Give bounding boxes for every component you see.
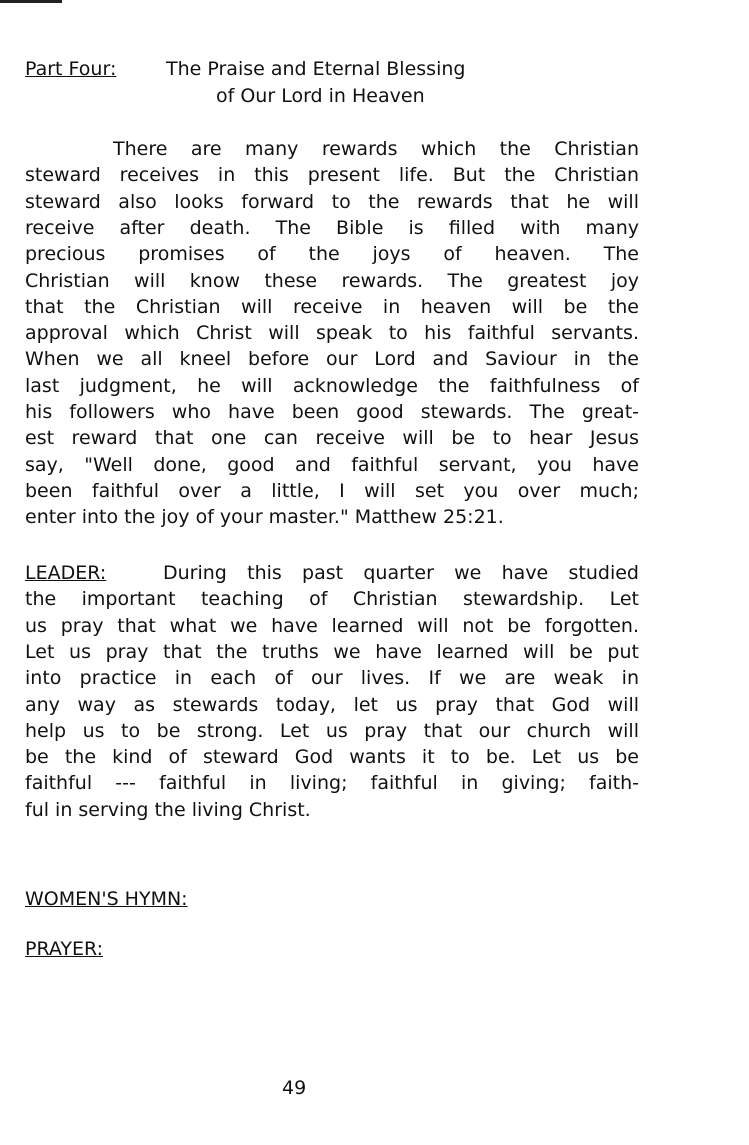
text-line: est reward that one can receive will be to hear Jesus bbox=[25, 427, 639, 450]
page-number: 49 bbox=[282, 1077, 307, 1099]
text-line: help us to be strong. Let us pray that our church will bbox=[25, 719, 639, 742]
part-title-line-2: of Our Lord in Heaven bbox=[216, 85, 425, 107]
text-line: precious promises of the joys of heaven. The bbox=[25, 243, 639, 266]
text-line: Christian will know these rewards. The greatest joy bbox=[25, 269, 639, 292]
text-line: ful in serving the living Christ. bbox=[25, 798, 311, 821]
part-title-line-1: The Praise and Eternal Blessing bbox=[166, 58, 466, 80]
womens-hymn-label: WOMEN'S HYMN: bbox=[25, 888, 188, 910]
text-line: Let us pray that the truths we have learned will be put bbox=[25, 640, 639, 663]
text-line: be the kind of steward God wants it to be. Let us be bbox=[25, 746, 639, 769]
text-line: faithful --- faithful in living; faithful in giving; faith- bbox=[25, 772, 639, 795]
prayer-label: PRAYER: bbox=[25, 938, 104, 960]
text-line: the important teaching of Christian stewardship. Let bbox=[25, 588, 639, 611]
scan-mark bbox=[0, 0, 62, 3]
leader-label: LEADER: bbox=[25, 562, 107, 584]
text-line: last judgment, he will acknowledge the faithfulness of bbox=[25, 374, 639, 397]
text-line: There are many rewards which the Christian bbox=[113, 138, 639, 160]
text-line: any way as stewards today, let us pray that God will bbox=[25, 693, 639, 716]
text-line: enter into the joy of your master." Matthew 25:21. bbox=[25, 506, 504, 529]
text-line: When we all kneel before our Lord and Saviour in the bbox=[25, 348, 639, 371]
text-line: into practice in each of our lives. If we are weak in bbox=[25, 667, 639, 690]
text-line: that the Christian will receive in heaven will be the bbox=[25, 295, 639, 318]
text-line: During this past quarter we have studied bbox=[163, 562, 639, 584]
text-line: his followers who have been good stewards. The great- bbox=[25, 401, 639, 423]
part-label: Part Four: bbox=[25, 58, 117, 80]
text-line: approval which Christ will speak to his faithful servants. bbox=[25, 322, 639, 345]
text-line: say, "Well done, good and faithful servant, you have bbox=[25, 453, 639, 476]
text-line: steward also looks forward to the rewards that he will bbox=[25, 190, 639, 213]
text-line: steward receives in this present life. But the Christian bbox=[25, 164, 639, 187]
text-line: receive after death. The Bible is filled with many bbox=[25, 216, 639, 239]
text-line: been faithful over a little, I will set you over much; bbox=[25, 479, 639, 502]
text-line: us pray that what we have learned will not be forgotten. bbox=[25, 614, 639, 637]
